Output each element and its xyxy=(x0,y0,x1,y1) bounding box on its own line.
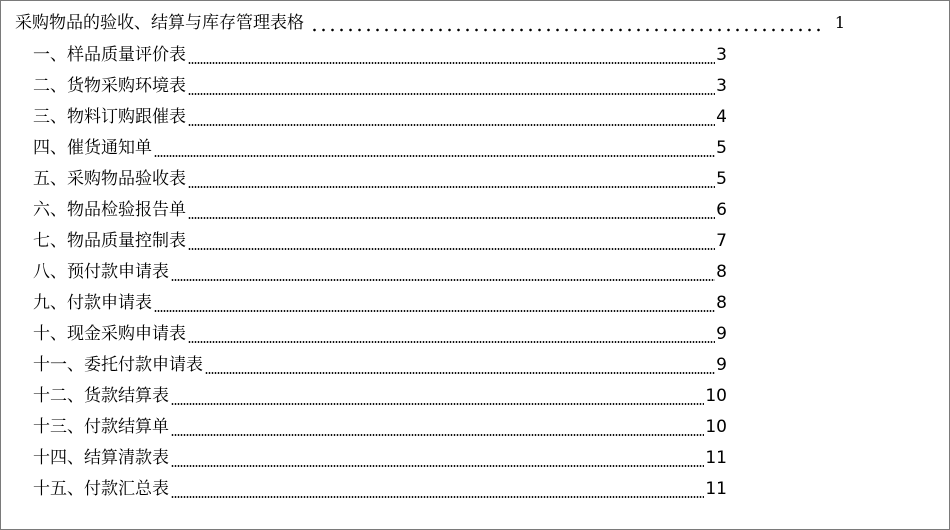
toc-entry-15[interactable] xyxy=(33,473,727,504)
toc-dot-leader xyxy=(188,71,715,101)
toc-entry-9[interactable] xyxy=(33,287,727,318)
toc-entry-label: 七、物品质量控制表 xyxy=(33,231,186,251)
toc-entry-page-number: 9 xyxy=(716,324,727,344)
toc-dot-leader xyxy=(154,288,715,318)
toc-dot-leader xyxy=(171,443,704,473)
toc-entry-page-number: 7 xyxy=(716,231,727,251)
toc-heading-entry[interactable] xyxy=(15,10,845,36)
toc-entry-1[interactable] xyxy=(33,39,727,70)
toc-dot-leader xyxy=(154,133,715,163)
toc-dot-leader xyxy=(171,412,704,442)
toc-entry-page-number: 9 xyxy=(716,355,727,375)
toc-dot-leader xyxy=(171,257,715,287)
toc-entry-page-number: 6 xyxy=(716,200,727,220)
toc-entry-page-number: 11 xyxy=(705,448,727,468)
toc-entry-14[interactable] xyxy=(33,442,727,473)
toc-entry-page-number: 8 xyxy=(716,262,727,282)
toc-dot-leader xyxy=(188,164,715,194)
toc-entry-8[interactable] xyxy=(33,256,727,287)
toc-list xyxy=(33,39,727,504)
toc-entry-page-number: 5 xyxy=(716,138,727,158)
toc-dot-leader xyxy=(310,10,823,36)
toc-entry-5[interactable] xyxy=(33,163,727,194)
toc-entry-3[interactable] xyxy=(33,101,727,132)
toc-dot-leader xyxy=(171,381,704,411)
toc-entry-label: 十四、结算清款表 xyxy=(33,448,169,468)
toc-entry-label: 六、物品检验报告单 xyxy=(33,200,186,220)
toc-entry-label: 二、货物采购环境表 xyxy=(33,76,186,96)
toc-entry-12[interactable] xyxy=(33,380,727,411)
toc-entry-2[interactable] xyxy=(33,70,727,101)
toc-entry-label: 九、付款申请表 xyxy=(33,293,152,313)
toc-entry-label: 八、预付款申请表 xyxy=(33,262,169,282)
toc-entry-label: 五、采购物品验收表 xyxy=(33,169,186,189)
toc-dot-leader xyxy=(188,195,715,225)
toc-dot-leader xyxy=(188,102,715,132)
toc-entry-label: 四、催货通知单 xyxy=(33,138,152,158)
toc-entry-label: 十二、货款结算表 xyxy=(33,386,169,406)
toc-entry-page-number: 5 xyxy=(716,169,727,189)
toc-entry-4[interactable] xyxy=(33,132,727,163)
toc-entry-page-number: 4 xyxy=(716,107,727,127)
toc-entry-13[interactable] xyxy=(33,411,727,442)
toc-heading-label: 采购物品的验收、结算与库存管理表格 xyxy=(15,13,304,33)
toc-dot-leader xyxy=(188,40,715,70)
toc-entry-label: 十、现金采购申请表 xyxy=(33,324,186,344)
toc-entry-page-number: 10 xyxy=(705,417,727,437)
toc-dot-leader xyxy=(205,350,715,380)
toc-entry-page-number: 3 xyxy=(716,76,727,96)
toc-entry-11[interactable] xyxy=(33,349,727,380)
toc-entry-page-number: 10 xyxy=(705,386,727,406)
toc-entry-label: 三、物料订购跟催表 xyxy=(33,107,186,127)
toc-dot-leader xyxy=(188,226,715,256)
toc-entry-label: 十五、付款汇总表 xyxy=(33,479,169,499)
toc-dot-leader xyxy=(171,474,704,504)
toc-entry-label: 十三、付款结算单 xyxy=(33,417,169,437)
toc-entry-page-number: 11 xyxy=(705,479,727,499)
toc-entry-label: 一、样品质量评价表 xyxy=(33,45,186,65)
toc-entry-6[interactable] xyxy=(33,194,727,225)
toc-entry-page-number: 8 xyxy=(716,293,727,313)
toc-entry-label: 十一、委托付款申请表 xyxy=(33,355,203,375)
toc-entry-7[interactable] xyxy=(33,225,727,256)
toc-heading-page-number: 1 xyxy=(834,13,845,32)
toc-dot-leader xyxy=(188,319,715,349)
toc-entry-10[interactable] xyxy=(33,318,727,349)
toc-entry-page-number: 3 xyxy=(716,45,727,65)
